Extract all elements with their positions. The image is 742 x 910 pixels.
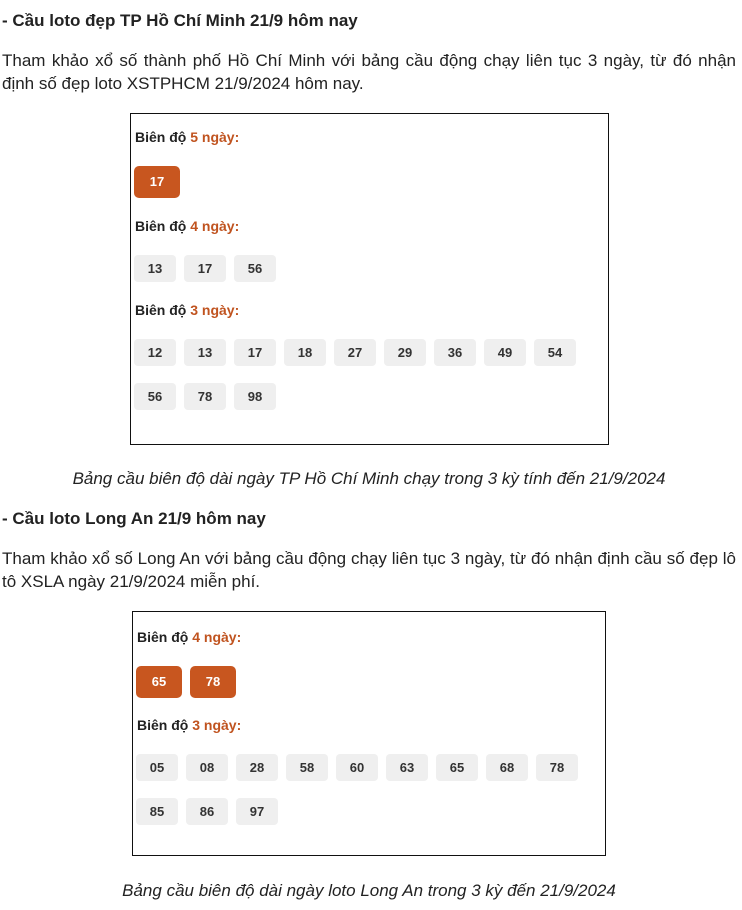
loto-number-chip: 13	[134, 255, 176, 282]
loto-number-chip: 78	[184, 383, 226, 410]
loto-number-chip: 08	[186, 754, 228, 781]
amplitude-label	[137, 716, 241, 734]
section1-paragraph: Tham khảo xổ số thành phố Hồ Chí Minh với bảng cầu động chạy liên tục 3 ngày, từ đó nhận định số đẹp loto XSTPHCM 21/9/2024 hôm nay.	[2, 51, 736, 93]
section2-caption: Bảng cầu biên độ dài ngày loto Long An trong 3 kỳ đến 21/9/2024	[122, 881, 616, 900]
loto-number-chip: 86	[186, 798, 228, 825]
loto-number-chip: 54	[534, 339, 576, 366]
amplitude-label	[137, 628, 241, 646]
section1-table	[130, 113, 609, 445]
loto-number-chip: 18	[284, 339, 326, 366]
amplitude-label	[135, 217, 239, 235]
section2-table	[132, 611, 606, 856]
loto-number-chip: 65	[436, 754, 478, 781]
loto-number-chip: 17	[134, 166, 180, 198]
amplitude-prefix: Biên độ	[137, 629, 193, 645]
amplitude-days: 4 ngày:	[190, 218, 240, 234]
loto-number-chip: 65	[136, 666, 182, 698]
loto-number-chip: 05	[136, 754, 178, 781]
section1-caption: Bảng cầu biên độ dài ngày TP Hồ Chí Minh chạy trong 3 kỳ tính đến 21/9/2024	[72, 469, 666, 488]
loto-number-chip: 58	[286, 754, 328, 781]
loto-number-chip: 78	[190, 666, 236, 698]
section1-heading: - Cầu loto đẹp TP Hồ Chí Minh 21/9 hôm nay	[2, 11, 358, 30]
loto-number-chip: 17	[234, 339, 276, 366]
amplitude-label	[135, 128, 239, 146]
loto-number-chip: 97	[236, 798, 278, 825]
loto-number-chip: 63	[386, 754, 428, 781]
loto-number-chip: 17	[184, 255, 226, 282]
amplitude-days: 4 ngày:	[192, 629, 242, 645]
loto-number-chip: 68	[486, 754, 528, 781]
amplitude-label	[135, 301, 239, 319]
amplitude-days: 3 ngày:	[190, 302, 240, 318]
loto-number-chip: 29	[384, 339, 426, 366]
amplitude-prefix: Biên độ	[135, 218, 191, 234]
loto-number-chip: 49	[484, 339, 526, 366]
section2-paragraph: Tham khảo xổ số Long An với bảng cầu động chạy liên tục 3 ngày, từ đó nhận định cầu số đẹp lô tô XSLA ngày 21/9/2024 miễn phí.	[2, 549, 736, 591]
amplitude-days: 5 ngày:	[190, 129, 240, 145]
amplitude-days: 3 ngày:	[192, 717, 242, 733]
loto-number-chip: 85	[136, 798, 178, 825]
loto-number-chip: 12	[134, 339, 176, 366]
loto-number-chip: 13	[184, 339, 226, 366]
loto-number-chip: 56	[234, 255, 276, 282]
loto-number-chip: 27	[334, 339, 376, 366]
amplitude-prefix: Biên độ	[135, 302, 191, 318]
loto-number-chip: 60	[336, 754, 378, 781]
loto-number-chip: 78	[536, 754, 578, 781]
amplitude-prefix: Biên độ	[137, 717, 193, 733]
section2-heading: - Cầu loto Long An 21/9 hôm nay	[2, 509, 266, 528]
loto-number-chip: 98	[234, 383, 276, 410]
loto-number-chip: 56	[134, 383, 176, 410]
loto-number-chip: 28	[236, 754, 278, 781]
amplitude-prefix: Biên độ	[135, 129, 191, 145]
loto-number-chip: 36	[434, 339, 476, 366]
